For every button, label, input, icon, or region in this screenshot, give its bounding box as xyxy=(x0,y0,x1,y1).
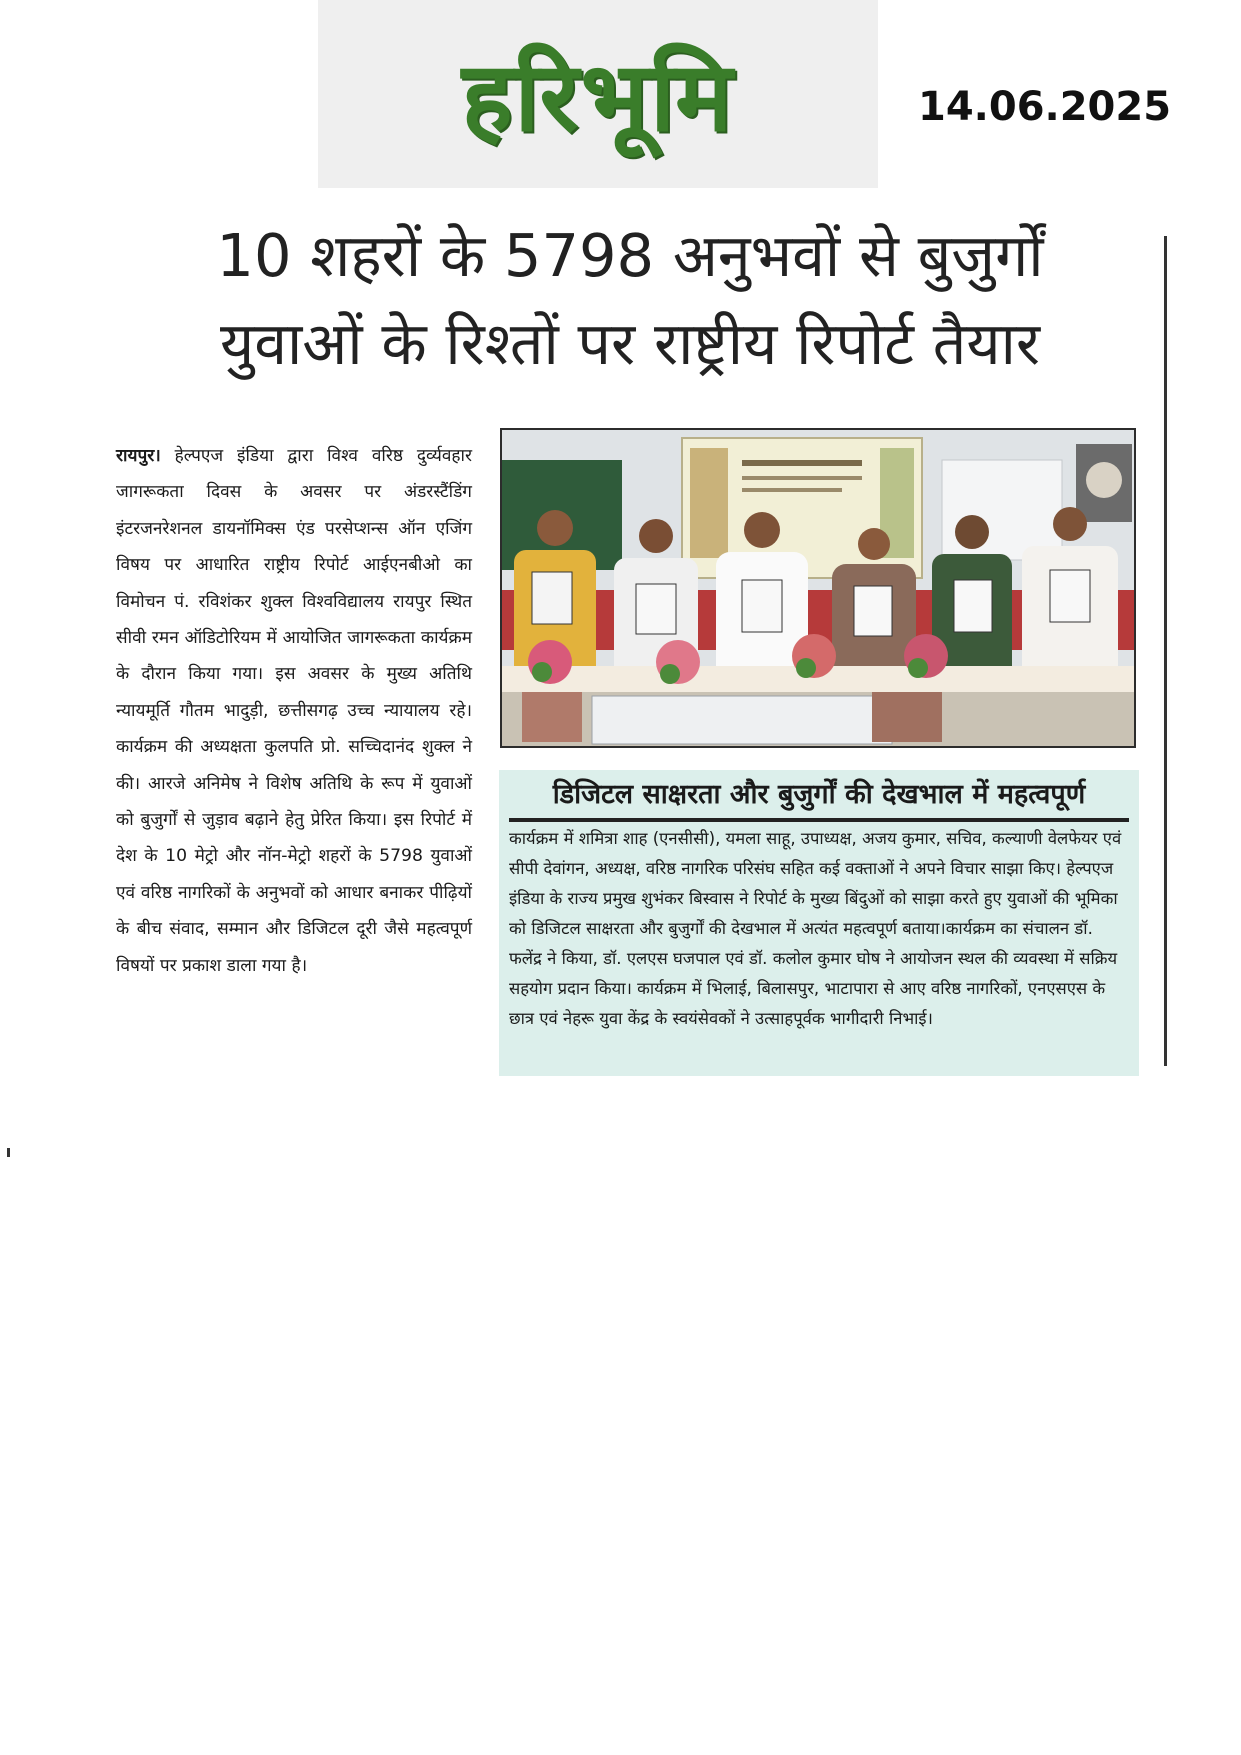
headline-line-1: 10 शहरों के 5798 अनुभवों से बुजुर्गों xyxy=(216,221,1044,290)
dateline: रायपुर। xyxy=(116,446,161,466)
headline xyxy=(120,212,1140,388)
stray-mark xyxy=(7,1148,10,1157)
event-photo-illustration xyxy=(502,430,1134,746)
article-text: हेल्पएज इंडिया द्वारा विश्व वरिष्ठ दुर्व्यवहार जागरूकता दिवस के अवसर पर अंडरस्टैंडिंग इंटरजनरेशनल डायनॉमिक्स एंड परसेप्शन्स ऑन एजिंग विषय पर आधारित राष्ट्रीय रिपोर्ट आईएनबीओ का विमोचन पं. रविशंकर शुक्ल विश्वविद्यालय रायपुर स्थित सीवी रमन ऑडिटोरियम में आयोजित जागरूकता कार्यक्रम के दौरान किया गया। इस अवसर के मुख्य अतिथि न्यायमूर्ति गौतम भादुड़ी, छत्तीसगढ़ उच्च न्यायालय रहे। कार्यक्रम की अध्यक्षता कुलपति प्रो. सच्चिदानंद शुक्ल ने की। आरजे अनिमेष ने विशेष अतिथि के रूप में युवाओं को बुजुर्गों से जुड़ाव बढ़ाने हेतु प्रेरित किया। इस रिपोर्ट में देश के 10 मेट्रो और नॉन-मेट्रो शहरों के 5798 युवाओं एवं वरिष्ठ नागरिकों के अनुभवों को आधार बनाकर पीढ़ियों के बीच संवाद, सम्मान और डिजिटल दूरी जैसे महत्वपूर्ण विषयों पर प्रकाश डाला गया है। xyxy=(116,446,472,976)
subsection-box xyxy=(499,770,1139,1076)
newspaper-logo: हरिभूमि xyxy=(461,40,735,153)
headline-line-2: युवाओं के रिश्तों पर राष्ट्रीय रिपोर्ट तैयार xyxy=(219,309,1041,378)
masthead xyxy=(318,0,878,188)
publication-date: 14.06.2025 xyxy=(918,84,1172,130)
subsection-text: कार्यक्रम में शमित्रा शाह (एनसीसी), यमला साहू, उपाध्यक्ष, अजय कुमार, सचिव, कल्याणी वेलफेयर एवं सीपी देवांगन, अध्यक्ष, वरिष्ठ नागरिक परिसंघ सहित कई वक्ताओं ने अपने विचार साझा किए। हेल्पएज इंडिया के राज्य प्रमुख शुभंकर बिस्वास ने रिपोर्ट के मुख्य बिंदुओं को साझा करते हुए युवाओं की भूमिका को डिजिटल साक्षरता और बुजुर्गों की देखभाल में अत्यंत महत्वपूर्ण बताया।कार्यक्रम का संचालन डॉ. फलेंद्र ने किया, डॉ. एलएस घजपाल एवं डॉ. कलोल कुमार घोष ने आयोजन स्थल की व्यवस्था में सक्रिय सहयोग प्रदान किया। कार्यक्रम में भिलाई, बिलासपुर, भाटापारा से आए वरिष्ठ नागरिकों, एनएसएस के छात्र एवं नेहरू युवा केंद्र के स्वयंसेवकों ने उत्साहपूर्वक भागीदारी निभाई। xyxy=(509,829,1122,1028)
subsection-heading: डिजिटल साक्षरता और बुजुर्गों की देखभाल में महत्वपूर्ण xyxy=(509,772,1129,822)
column-rule xyxy=(1164,236,1167,1066)
article-body xyxy=(116,438,472,984)
event-photo xyxy=(500,428,1136,748)
